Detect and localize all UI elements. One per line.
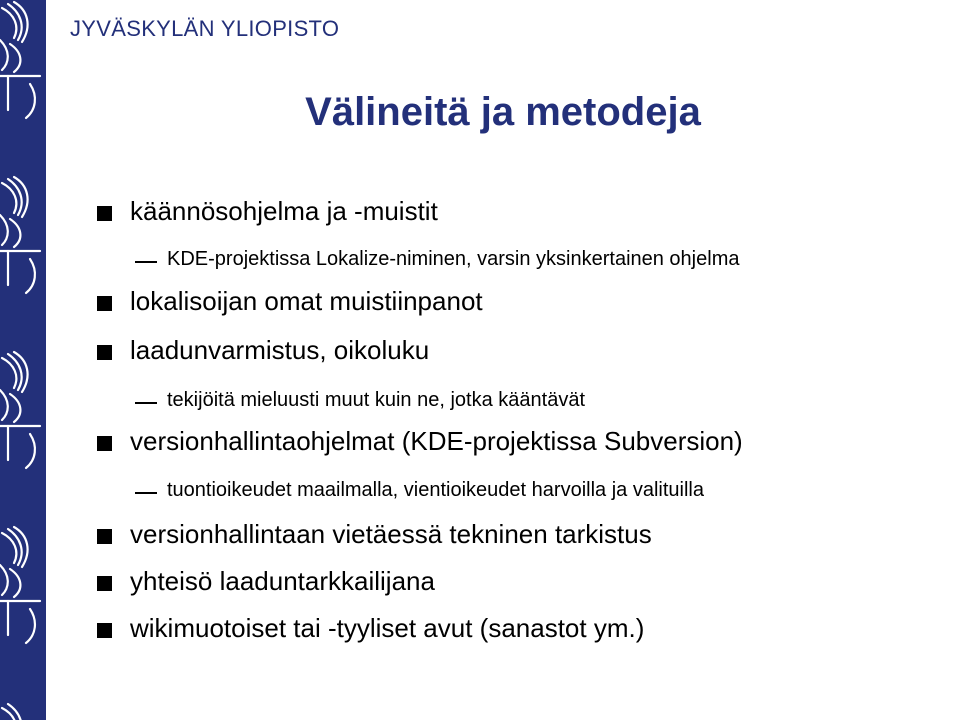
sub-bullet-item: tuontioikeudet maailmalla, vientioikeudet harvoilla ja valituilla bbox=[167, 479, 704, 501]
square-bullet-icon bbox=[97, 576, 112, 591]
sub-bullet-item: KDE-projektissa Lokalize-niminen, varsin yksinkertainen ohjelma bbox=[167, 248, 740, 270]
bullet-item: versionhallintaan vietäessä tekninen tarkistus bbox=[130, 519, 652, 549]
square-bullet-icon bbox=[97, 623, 112, 638]
university-logo-text: JYVÄSKYLÄN YLIOPISTO bbox=[70, 16, 340, 41]
bullet-item: lokalisoijan omat muistiinpanot bbox=[130, 286, 483, 316]
bullet-item: käännösohjelma ja -muistit bbox=[130, 196, 438, 226]
square-bullet-icon bbox=[97, 529, 112, 544]
dash-bullet-icon bbox=[135, 402, 157, 404]
bullet-item: versionhallintaohjelmat (KDE-projektissa Subversion) bbox=[130, 426, 743, 456]
square-bullet-icon bbox=[97, 296, 112, 311]
bullet-item: laadunvarmistus, oikoluku bbox=[130, 335, 430, 365]
sub-bullet-item: tekijöitä mieluusti muut kuin ne, jotka kääntävät bbox=[167, 389, 585, 411]
square-bullet-icon bbox=[97, 206, 112, 221]
square-bullet-icon bbox=[97, 345, 112, 360]
square-bullet-icon bbox=[97, 436, 112, 451]
bullet-item: yhteisö laaduntarkkailijana bbox=[130, 566, 435, 596]
bullet-item: wikimuotoiset tai -tyyliset avut (sanastot ym.) bbox=[130, 613, 645, 643]
dash-bullet-icon bbox=[135, 492, 157, 494]
dash-bullet-icon bbox=[135, 261, 157, 263]
slide-title: Välineitä ja metodeja bbox=[305, 90, 701, 134]
